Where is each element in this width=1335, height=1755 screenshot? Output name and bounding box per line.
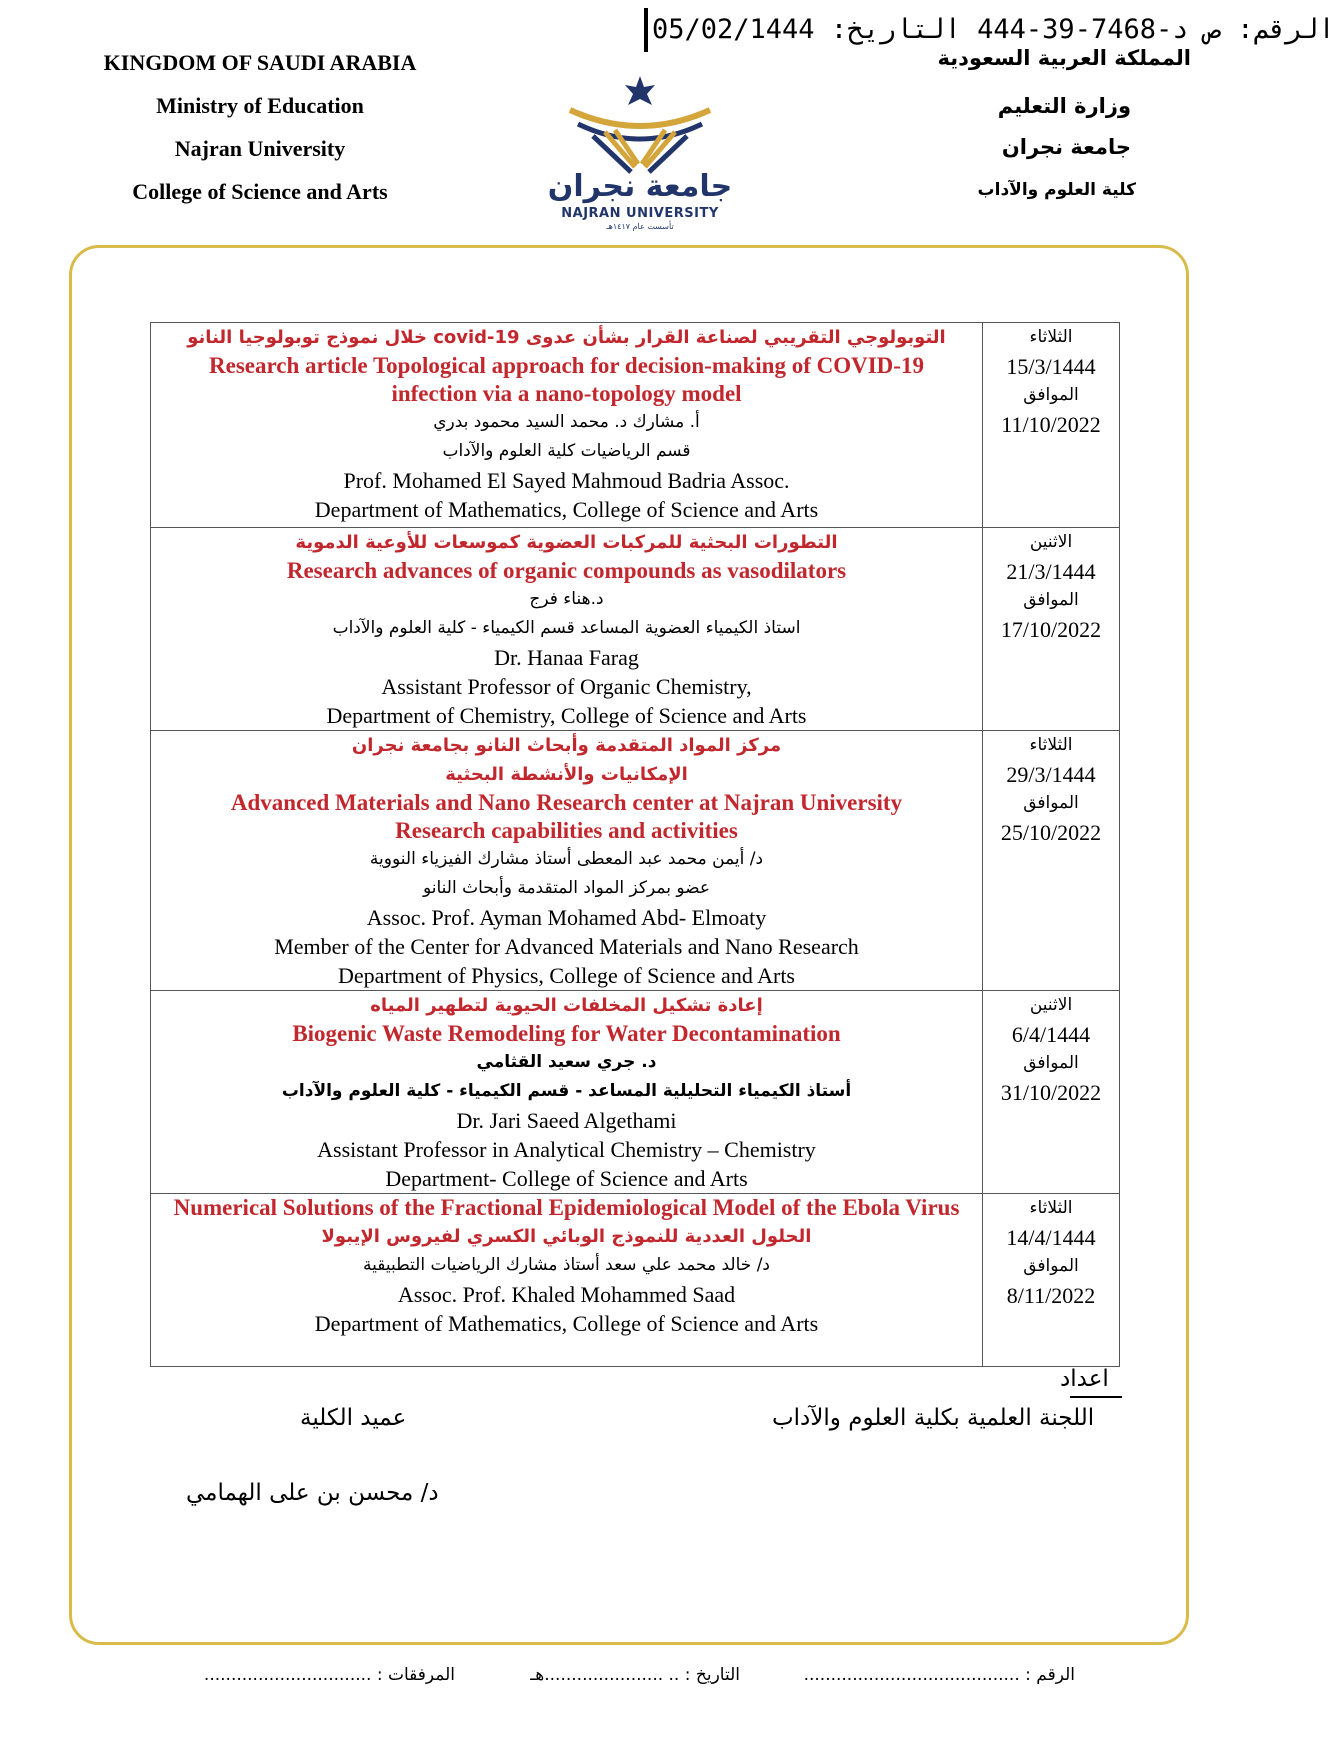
header-ar-college: كلية العلوم والآداب [977,180,1136,200]
seminar-title-ar: التطورات البحثية للمركبات العضوية كموسعات للأوعية الدموية [295,532,838,553]
header-ar-kingdom: المملكة العربية السعودية [937,46,1191,70]
corresponding-label: الموافق [1023,1256,1079,1276]
corresponding-label: الموافق [1023,793,1079,813]
hijri-date: 21/3/1444 [1006,559,1096,584]
hijri-date: 6/4/1444 [1011,1022,1091,1047]
table-row [151,528,1120,731]
seminar-schedule-table [150,322,1120,1367]
seminar-details [151,323,983,528]
hijri-date: 14/4/1444 [1006,1225,1096,1250]
seminar-subtitle-ar: الإمكانيات والأنشطة البحثية [445,764,688,785]
gregorian-date: 17/10/2022 [1000,617,1102,642]
department-en: Department of Mathematics, College of Science and Arts [314,497,819,522]
dean-name: د/ محسن بن على الهمامي [186,1480,439,1506]
footer-number: الرقم : ........................................ [803,1665,1075,1685]
reference-number: الرقم: ص د-7468-39-444 التاريخ: 05/02/1444 [652,14,1335,45]
header-ar-university: جامعة نجران [1001,135,1131,159]
logo-english-name: NAJRAN UNIVERSITY [561,206,719,221]
department-ar: قسم الرياضيات كلية العلوم والآداب [442,441,691,461]
day-name: الاثنين [1029,532,1073,552]
header-en-university: Najran University [174,136,346,161]
committee-name: اللجنة العلمية بكلية العلوم والآداب [772,1405,1095,1431]
header-en-college: College of Science and Arts [132,179,388,204]
table-row [151,1194,1120,1367]
dean-title: عميد الكلية [300,1405,407,1431]
logo-tagline: تأسست عام ١٤١٧هـ [606,222,674,231]
prepared-by-label: اعداد [1060,1366,1109,1392]
department-ar: أستاذ الكيمياء التحليلية المساعد - قسم الكيمياء - كلية العلوم والآداب [281,1081,852,1101]
corresponding-label: الموافق [1023,1053,1079,1073]
corresponding-label: الموافق [1023,385,1079,405]
speaker-ar: د.هناء فرج [529,589,604,609]
reference-divider [644,8,648,52]
seminar-title-ar: التوبولوجي التقريبي لصناعة القرار بشأن عدوى covid-19 خلال نموذج توبولوجيا النانو [187,327,946,348]
footer-date: التاريخ : .. ......................هـ [530,1665,740,1685]
table-row [151,731,1120,991]
seminar-title-ar: مركز المواد المتقدمة وأبحاث النانو بجامعة نجران [351,735,782,756]
hijri-date: 15/3/1444 [1006,354,1096,379]
hijri-date: 29/3/1444 [1006,762,1096,787]
seminar-date [983,1194,1120,1367]
seminar-title-ar: الحلول العددية للنموذج الوبائي الكسري لفيروس الإيبولا [321,1226,812,1247]
role-en: Assistant Professor in Analytical Chemistry – Chemistry [317,1137,816,1162]
gregorian-date: 11/10/2022 [1001,412,1101,437]
speaker-ar: د/ خالد محمد علي سعد أستاذ مشارك الرياضيات التطبيقية [362,1255,770,1275]
logo-arabic-name: جامعة نجران [547,169,733,204]
seminar-details [151,991,983,1194]
seminar-title-ar: إعادة تشكيل المخلفات الحيوية لتطهير المياه [370,995,763,1016]
gregorian-date: 8/11/2022 [1006,1283,1096,1308]
role-en: Assistant Professor of Organic Chemistry, [381,674,752,699]
day-name: الثلاثاء [1029,327,1073,347]
seminar-title-en: Biogenic Waste Remodeling for Water Decontamination [292,1021,841,1046]
department-en: Department of Physics, College of Science and Arts [337,963,795,988]
gregorian-date: 25/10/2022 [1000,820,1102,845]
speaker-en: Assoc. Prof. Ayman Mohamed Abd- Elmoaty [366,905,767,930]
speaker-ar: د/ أيمن محمد عبد المعطى أستاذ مشارك الفيزياء النووية [369,849,764,869]
seminar-details [151,731,983,991]
header-en-kingdom: KINGDOM OF SAUDI ARABIA [103,50,417,75]
speaker-en: Dr. Jari Saeed Algethami [456,1108,677,1133]
seminar-date [983,731,1120,991]
table-row [151,323,1120,528]
speaker-en: Prof. Mohamed El Sayed Mahmoud Badria Assoc. [343,468,790,493]
footer-attachments: المرفقات : ............................... [203,1665,455,1685]
seminar-title-en: Numerical Solutions of the Fractional Epidemiological Model of the Ebola Virus [173,1195,960,1220]
seminar-date [983,323,1120,528]
speaker-en: Assoc. Prof. Khaled Mohammed Saad [397,1282,736,1307]
speaker-en: Dr. Hanaa Farag [494,645,639,670]
department-en: Department of Chemistry, College of Science and Arts [326,703,807,728]
prepared-by-underline [1070,1396,1122,1398]
department-ar: استاذ الكيمياء العضوية المساعد قسم الكيمياء - كلية العلوم والآداب [332,618,801,638]
seminar-details [151,1194,983,1367]
najran-university-logo [545,72,735,232]
corresponding-label: الموافق [1023,590,1079,610]
speaker-ar: أ. مشارك د. محمد السيد محمود بدري [433,412,700,432]
role-en: Member of the Center for Advanced Materials and Nano Research [274,934,859,959]
department-ar: عضو بمركز المواد المتقدمة وأبحاث النانو [422,878,711,898]
speaker-ar: د. جري سعيد القثامي [476,1052,657,1072]
seminar-date [983,528,1120,731]
table-row [151,991,1120,1194]
seminar-title-en: Research advances of organic compounds as vasodilators [286,558,847,583]
day-name: الثلاثاء [1029,1198,1073,1218]
seminar-title-en: Research article Topological approach for decision-making of COVID-19 infection via a nano-topology model [209,353,924,406]
seminar-subtitle-en: Research capabilities and activities [395,818,738,843]
header-ar-ministry: وزارة التعليم [997,94,1131,118]
seminar-details [151,528,983,731]
seminar-date [983,991,1120,1194]
gregorian-date: 31/10/2022 [1000,1080,1102,1105]
day-name: الثلاثاء [1029,735,1073,755]
header-en-ministry: Ministry of Education [156,93,364,118]
department-en: Department- College of Science and Arts [385,1166,748,1191]
day-name: الاثنين [1029,995,1073,1015]
seminar-title-en: Advanced Materials and Nano Research center at Najran University [230,790,903,815]
department-en: Department of Mathematics, College of Science and Arts [314,1311,819,1336]
